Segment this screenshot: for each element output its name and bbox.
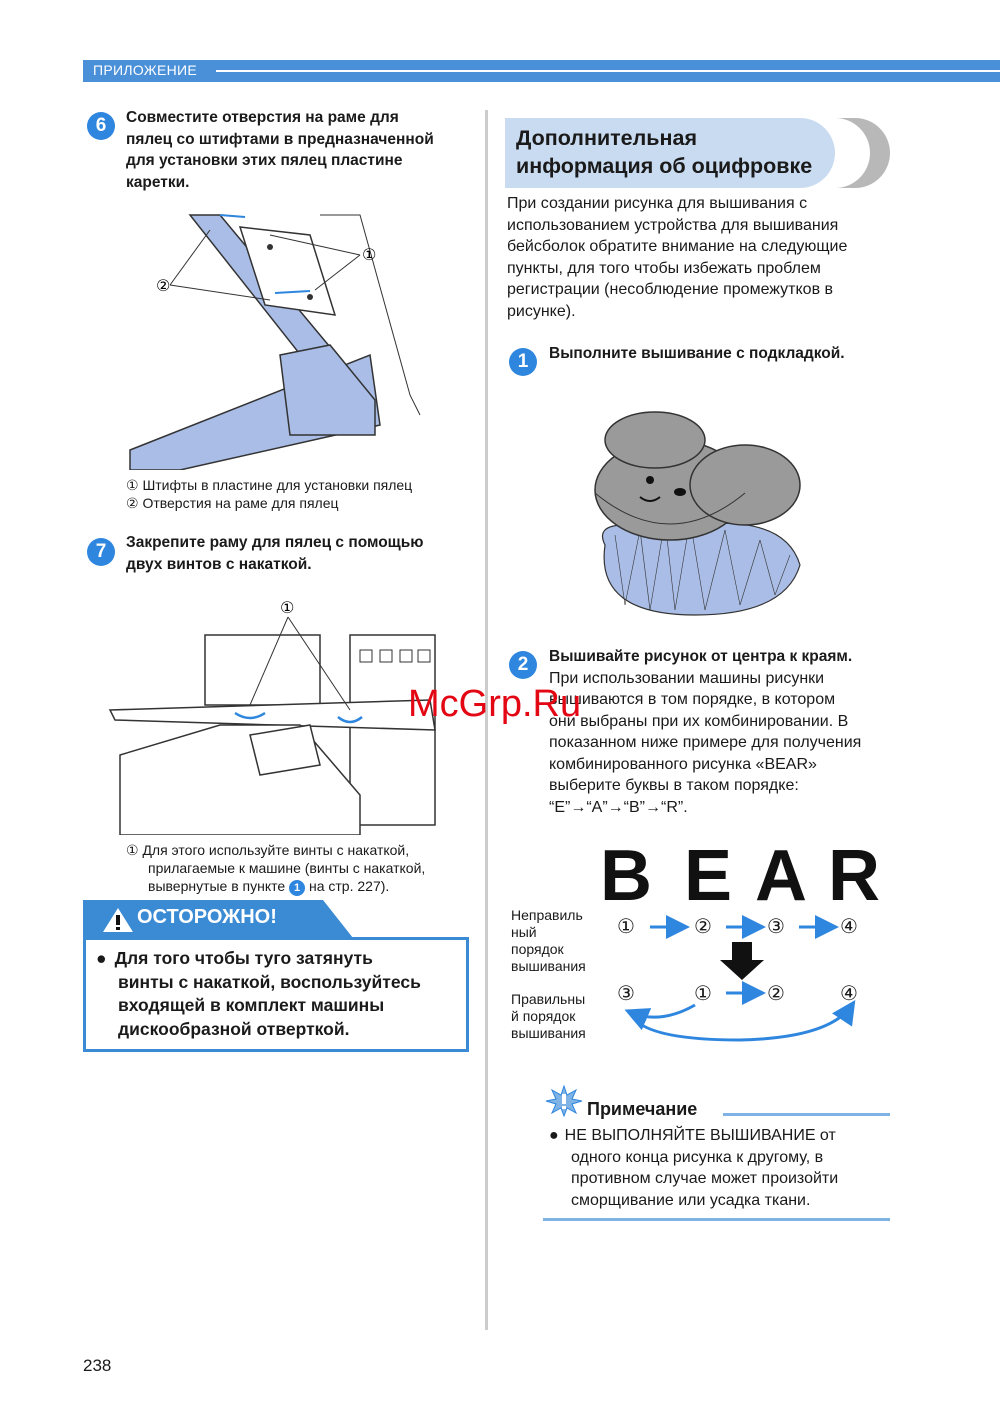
warning-line: входящей в комплект машины: [118, 995, 385, 1015]
right-order-1: ①: [694, 983, 712, 1005]
caption-line: ① Для этого используйте винты с накаткой,: [126, 842, 410, 858]
warning-line: винты с накаткой, воспользуйтесь: [118, 971, 421, 992]
callout-1: ①: [280, 598, 295, 617]
step-6-title-line: Совместите отверстия на раме для: [126, 109, 399, 126]
right-order-3: ③: [617, 983, 635, 1005]
caption-text: на стр. 227).: [308, 878, 390, 894]
step-6-title: [126, 107, 471, 193]
right-order-2: ②: [767, 983, 785, 1005]
warning-line: ● Для того чтобы туго затянуть: [96, 948, 373, 968]
label-line: вышивания: [511, 1025, 586, 1041]
section-intro: [507, 193, 892, 322]
intro-line: рисунке).: [507, 302, 576, 320]
bear-underlay-illustration: [585, 405, 805, 620]
intro-line: бейсболок обратите внимание на следующие: [507, 238, 848, 255]
bear-letter-r: R: [828, 836, 880, 916]
warning-text: [96, 947, 456, 1041]
step-ref-badge: 1: [289, 880, 305, 896]
machine-illustration: [100, 595, 460, 835]
section-title: [516, 124, 812, 180]
label-line: ный: [511, 924, 537, 940]
step-6-title-line: пялец со штифтами в предназначенной: [126, 130, 434, 148]
watermark: McGrp.Ru: [408, 683, 582, 725]
page-number: 238: [83, 1356, 112, 1375]
warning-title: ОСТОРОЖНО!: [137, 906, 277, 928]
order-arrows: [600, 900, 880, 1045]
section-title-line: информация об оцифровке: [516, 154, 813, 178]
step-1-badge: 1: [509, 348, 537, 376]
caption-line: прилагаемые к машине (винты с накаткой,: [148, 860, 426, 876]
caption-pins: ① Штифты в пластине для установки пялец: [126, 477, 413, 493]
step-1-title: Выполните вышивание с подкладкой.: [549, 345, 845, 362]
step-2-line: выберите буквы в таком порядке:: [549, 777, 799, 794]
label-line: й порядок: [511, 1008, 576, 1024]
note-bottom-rule: [543, 1218, 890, 1221]
header-rule: [216, 70, 1000, 72]
step-2-badge: 2: [509, 651, 537, 679]
intro-line: использованием устройства для вышивания: [507, 216, 839, 234]
step-2-line: они выбраны при их комбинировании. В: [549, 712, 849, 730]
step-2-line: вышиваются в том порядке, в котором: [549, 691, 836, 708]
section-title-line: Дополнительная: [516, 126, 698, 150]
bear-letter-b: B: [600, 836, 652, 916]
step-2-title: Вышивайте рисунок от центра к краям.: [549, 648, 853, 665]
note-title: Примечание: [587, 1099, 698, 1119]
note-line: ● НЕ ВЫПОЛНЯЙТЕ ВЫШИВАНИЕ от: [549, 1127, 836, 1144]
step-7-badge: 7: [87, 538, 115, 566]
right-order-label: [511, 991, 586, 1042]
wrong-order-3: ③: [767, 916, 785, 938]
wrong-order-2: ②: [694, 916, 712, 938]
note-line: сморщивание или усадка ткани.: [571, 1191, 811, 1209]
step-6-badge: 6: [87, 112, 115, 140]
label-line: Неправиль: [511, 907, 583, 923]
caption-line: [126, 877, 471, 896]
callout-2: ②: [156, 276, 171, 295]
step-2-line: комбинированного рисунка «BEAR»: [549, 755, 817, 773]
right-order-4: ④: [840, 983, 858, 1005]
step-7-title-line: Закрепите раму для пялец с помощью: [126, 534, 424, 551]
step-6-title-line: каретки.: [126, 173, 190, 191]
bear-letter-a: A: [755, 836, 807, 916]
warning-line: дискообразной отверткой.: [118, 1018, 350, 1039]
note-icon: [545, 1085, 583, 1117]
frame-illustration: [120, 205, 460, 470]
note-line: одного конца рисунка к другому, в: [571, 1148, 824, 1166]
step-7-title: [126, 532, 471, 575]
label-line: Правильны: [511, 991, 586, 1007]
callout-1: ①: [362, 245, 377, 264]
intro-line: При создании рисунка для вышивания с: [507, 195, 808, 212]
step-2-line: При использовании машины рисунки: [549, 669, 825, 687]
wrong-order-4: ④: [840, 916, 858, 938]
caption-screws: [126, 841, 471, 896]
step-7-title-line: двух винтов с накаткой.: [126, 555, 312, 573]
section-title-tab: [835, 118, 890, 188]
step-2-line: показанном ниже примере для получения: [549, 734, 862, 751]
wrong-order-1: ①: [617, 916, 635, 938]
bear-letter-e: E: [684, 836, 733, 916]
wrong-order-label: [511, 907, 586, 975]
note-rule: [723, 1113, 890, 1116]
step-6-title-line: для установки этих пялец пластине: [126, 152, 403, 169]
label-line: вышивания: [511, 958, 586, 974]
label-line: порядок: [511, 941, 564, 957]
intro-line: регистрации (несоблюдение промежутков в: [507, 281, 834, 298]
caption-holes: ② Отверстия на раме для пялец: [126, 495, 339, 511]
note-line: противном случае может произойти: [571, 1170, 839, 1187]
step-2-content: [549, 646, 894, 818]
intro-line: пункты, для того чтобы избежать проблем: [507, 259, 821, 277]
section-header: ПРИЛОЖЕНИЕ: [93, 62, 205, 78]
step-2-line: “E”→“A”→“B”→“R”.: [549, 798, 688, 816]
note-text: [549, 1125, 894, 1211]
caption-text: вывернутые в пункте: [148, 878, 286, 894]
